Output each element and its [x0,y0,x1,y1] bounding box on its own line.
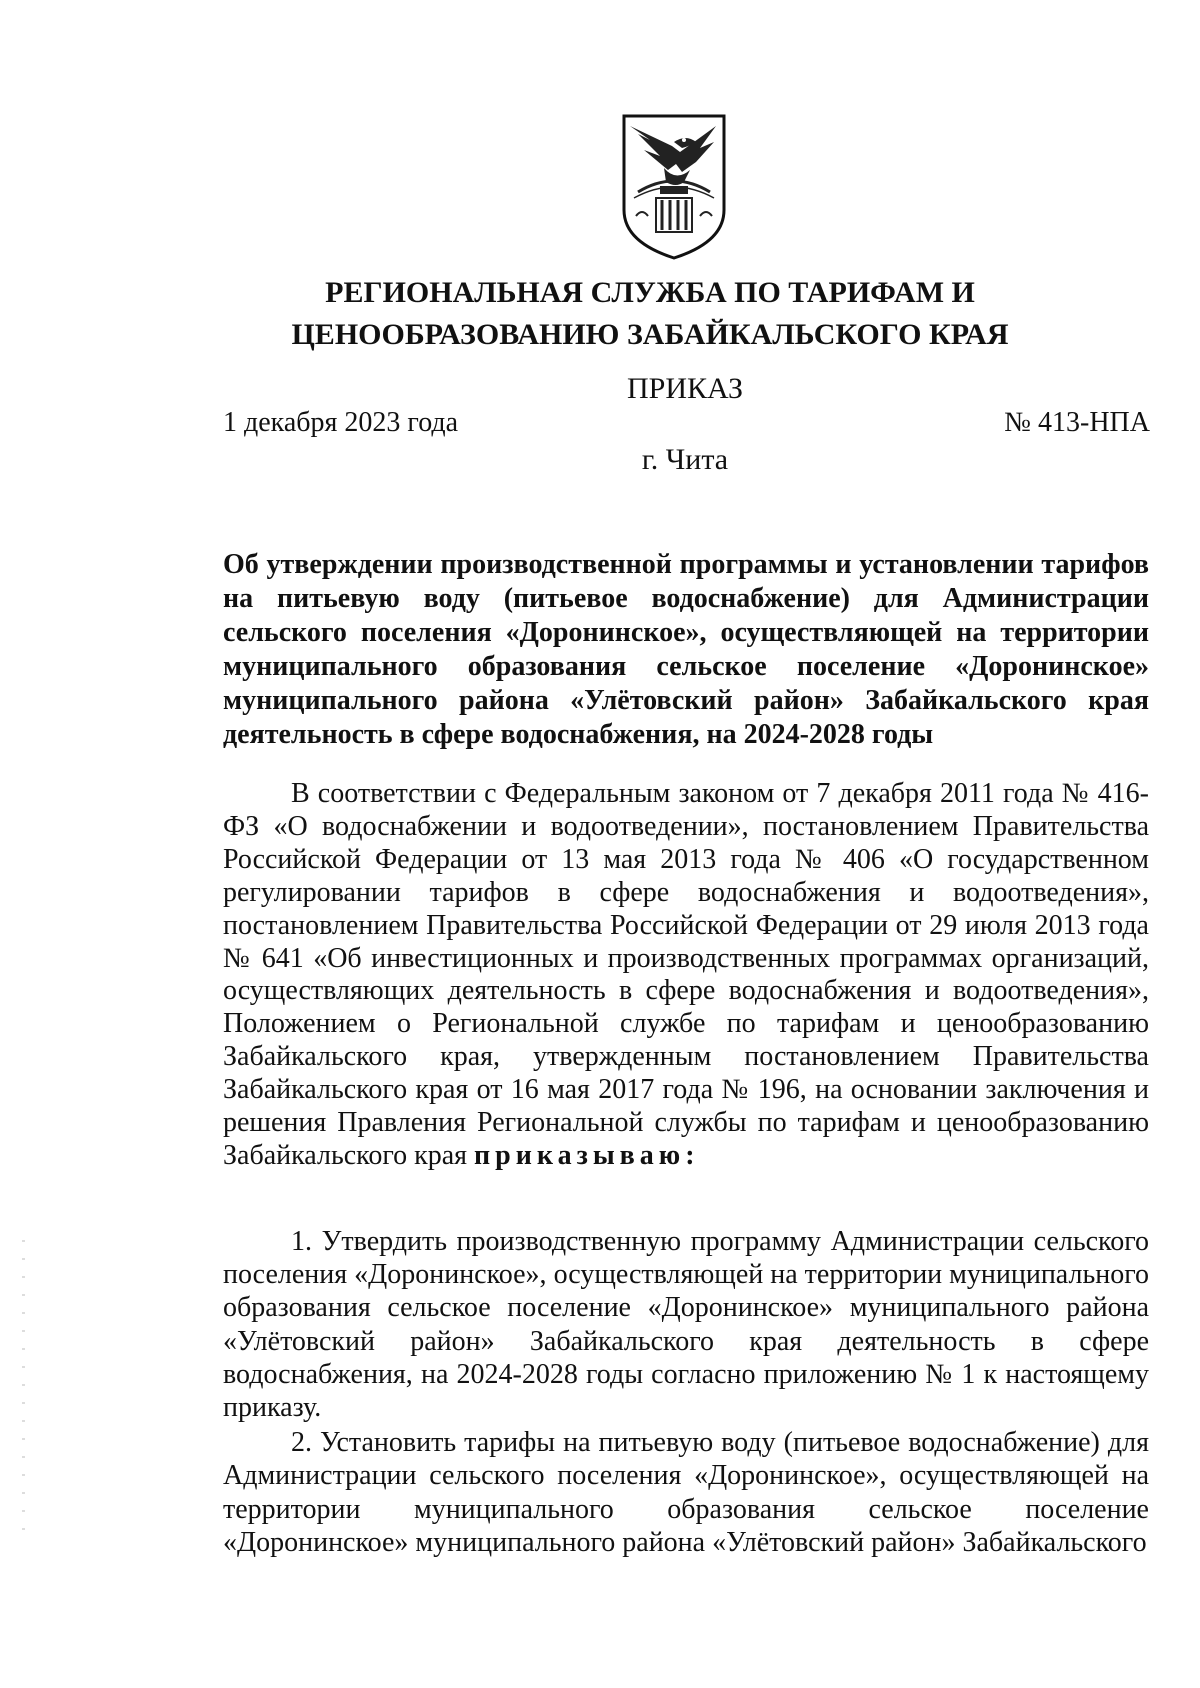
order-item [223,1426,1149,1559]
order-items [223,1225,1149,1561]
order-date: 1 декабря 2023 года [223,407,459,438]
order-item-number: 2. [291,1427,312,1459]
organization-title-line-1: РЕГИОНАЛЬНАЯ СЛУЖБА ПО ТАРИФАМ И [325,276,975,309]
document-type: ПРИКАЗ [627,372,743,405]
order-item [223,1225,1149,1424]
zabaykalsky-krai-coat-of-arms-icon [620,112,728,262]
order-preamble [223,778,1149,1173]
order-item-text: Утвердить производственную программу Администрации сельского поселения «Доронинское», осуществляющей на территории муниципального образования сельское поселение «Доронинское» муниципального района «Улётовский район» Забайкальского края деятельность в сфере водоснабжения, на 2024-2028 годы согласно приложению № 1 к настоящему приказу. [223,1226,1150,1424]
order-subject: Об утверждении производственной программы и установлении тарифов на питьевую воду (питьевое водоснабжение) для Администрации сельского поселения «Доронинское», осуществляющей на территории муниципального образования сельское поселение «Доронинское» муниципального района «Улётовский район» Забайкальского края деятельность в сфере водоснабжения, на 2024-2028 годы [223,549,1149,750]
decree-word: приказываю: [474,1139,700,1171]
order-item-text: Установить тарифы на питьевую воду (питьевое водоснабжение) для Администрации сельского поселения «Доронинское», осуществляющей на территории муниципального образования сельское поселение «Доронинское» муниципального района «Улётовский район» Забайкальского [223,1427,1149,1558]
order-item-number: 1. [291,1226,312,1257]
organization-title-line-2: ЦЕНООБРАЗОВАНИЮ ЗАБАЙКАЛЬСКОГО КРАЯ [291,318,1009,351]
organization-title [150,272,1150,356]
order-city: г. Чита [641,443,729,476]
order-number: № 413-НПА [1004,407,1150,438]
scan-artifact [22,1240,25,1540]
preamble-text: В соответствии с Федеральным законом от 7 декабря 2011 года № 416-ФЗ «О водоснабжении и водоотведении», постановлением Правительства Российской Федерации от 13 мая 2013 года № 406 «О государственном регулировании тарифов в сфере водоснабжения и водоотведения», постановлением Правительства Российской Федерации от 29 июля 2013 года № 641 «Об инвестиционных и производственных программах организаций, осуществляющих деятельность в сфере водоснабжения и водоотведения», Положением о Региональной службе по тарифам и ценообразованию Забайкальского края, утвержденным постановлением Правительства Забайкальского края от 16 мая 2017 года № 196, на основании заключения и решения Правления Региональной службы по тарифам и ценообразованию Забайкальского края [223,778,1149,1171]
